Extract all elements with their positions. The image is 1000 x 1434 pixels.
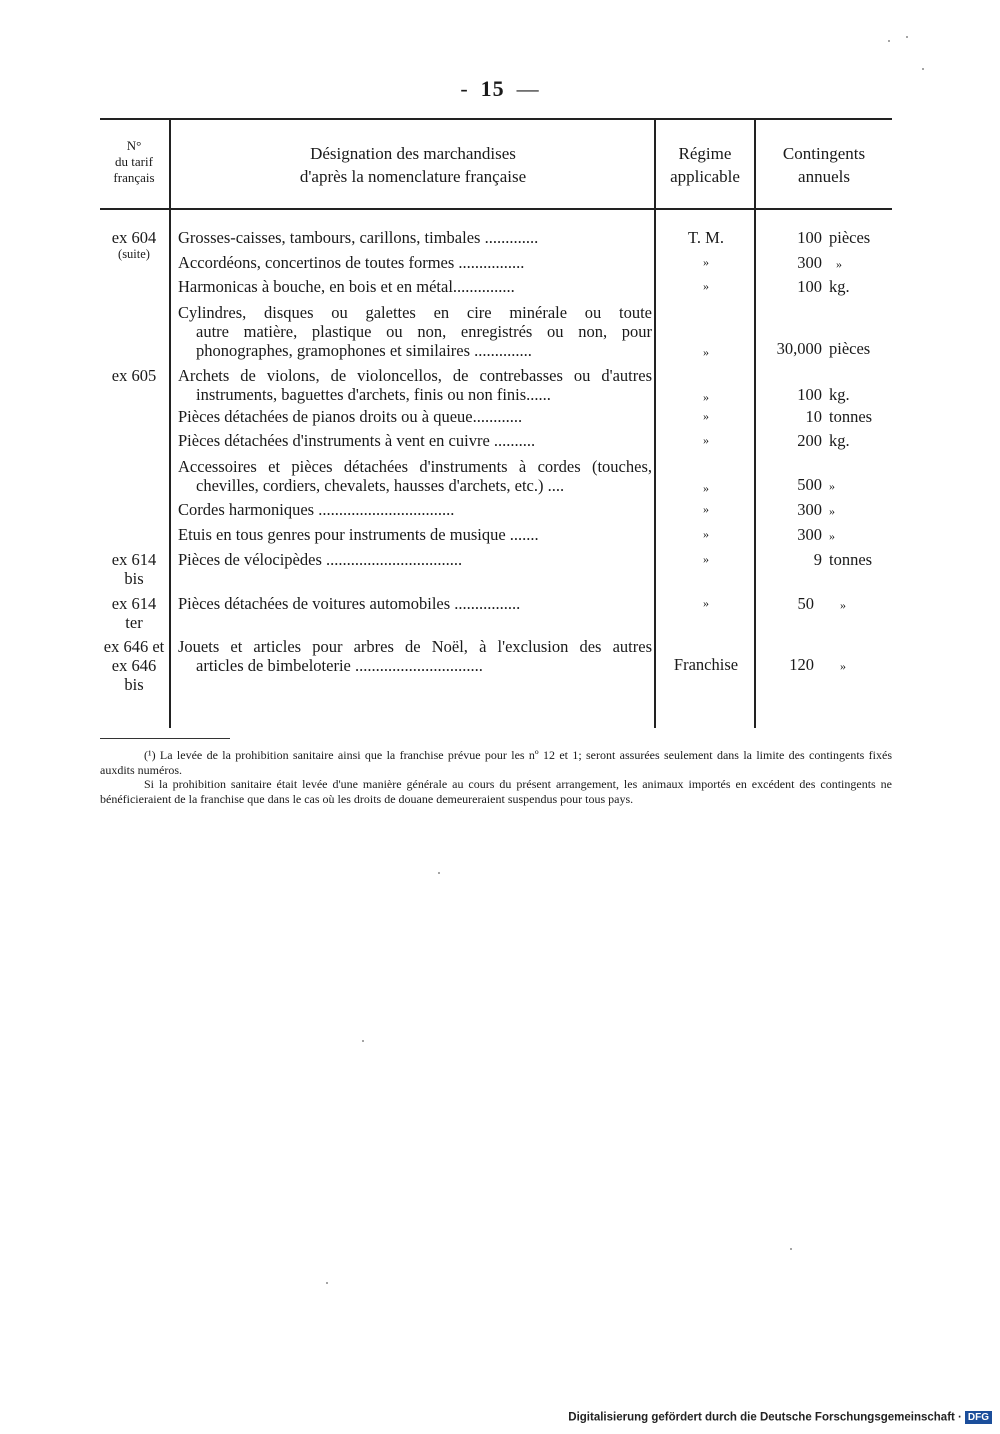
contingent-qty: 100 <box>797 385 822 404</box>
header-no <box>100 138 168 186</box>
contingent <box>758 500 892 521</box>
designation <box>178 431 652 450</box>
tariff-number <box>100 550 168 588</box>
contingent <box>758 550 892 569</box>
designation-line: Harmonicas à bouche, en bois et en métal............... <box>178 277 515 296</box>
scan-speck <box>922 68 924 70</box>
dfg-logo: DFG <box>965 1411 992 1424</box>
contingent <box>758 339 892 358</box>
tariff-number-line: ex 646 et <box>103 637 165 656</box>
contingent <box>758 525 892 546</box>
contingent-qty: 9 <box>813 550 822 569</box>
contingent <box>758 385 892 404</box>
contingent-unit: » <box>829 504 835 518</box>
tariff-number: ex 605 <box>111 366 157 385</box>
page-number <box>0 76 1000 102</box>
contingent-qty: 500 <box>797 475 822 494</box>
tariff-number-line: bis <box>124 569 144 588</box>
scan-speck <box>326 1282 328 1284</box>
header-designation-line: Désignation des marchandises <box>310 144 516 163</box>
tariff-number-line: ex 646 <box>111 656 157 675</box>
designation <box>178 277 652 296</box>
contingent-qty: 100 <box>797 277 822 296</box>
header-regime <box>656 142 754 188</box>
designation-line: Pièces détachées de pianos droits ou à queue............ <box>178 407 523 426</box>
tariff-number <box>100 594 168 632</box>
regime: » <box>703 409 709 423</box>
contingent-qty: 10 <box>805 407 822 426</box>
header-designation <box>172 142 654 188</box>
contingent-qty: 300 <box>797 525 822 544</box>
regime: » <box>703 527 709 541</box>
scan-speck <box>790 1248 792 1250</box>
regime: » <box>703 502 709 516</box>
designation-line: articles de bimbeloterie ............................... <box>196 656 483 675</box>
designation <box>178 228 652 247</box>
designation <box>178 253 652 272</box>
contingent <box>758 407 892 426</box>
regime: » <box>703 552 709 566</box>
designation-line: Archets de violons, de violoncellos, de contrebasses ou d'autres <box>178 366 652 385</box>
designation <box>178 500 652 519</box>
contingent-unit: » <box>829 479 835 493</box>
column-divider <box>169 118 171 728</box>
header-contingents-line: annuels <box>798 167 850 186</box>
scan-speck <box>438 872 440 874</box>
regime: » <box>703 279 709 293</box>
contingent <box>758 594 892 615</box>
tariff-number <box>100 228 168 262</box>
contingent-qty: 120 <box>789 655 814 674</box>
designation-line: Pièces détachées d'instruments à vent en cuivre .......... <box>178 431 536 450</box>
regime: » <box>703 481 709 495</box>
page-number-value: 15 <box>480 76 505 101</box>
header-designation-line: d'après la nomenclature française <box>299 167 527 186</box>
contingent-qty: 200 <box>797 431 822 450</box>
header-regime-line: applicable <box>670 167 740 186</box>
footnote: (¹) La levée de la prohibition sanitaire ainsi que la franchise prévue pour les nº 12 et 1; seront assurées seulement dans la limite des contingents fixés auxdits numéros. <box>100 748 892 777</box>
contingent-unit: » <box>829 529 835 543</box>
tariff-number-line: ter <box>125 613 143 632</box>
contingent-qty: 30,000 <box>776 339 822 358</box>
tariff-number-line: ex 614 <box>111 550 157 569</box>
credit-text: Digitalisierung gefördert durch die Deutsche Forschungsgemeinschaft · <box>568 1411 962 1424</box>
regime: » <box>703 390 709 404</box>
regime: Franchise <box>673 655 739 674</box>
header-no-line: français <box>113 170 155 185</box>
footnote: Si la prohibition sanitaire était levée d'une manière générale au cours du présent arrangement, les animaux importés en excédent des contingents ne bénéficieraient de la franchise que dans le cas où les droits de douane demeureraient suspendus pour tous pays. <box>100 777 892 806</box>
contingent <box>758 253 892 274</box>
header-no-line: N° <box>126 138 142 153</box>
tariff-number-line: ex 614 <box>111 594 157 613</box>
scan-speck <box>906 36 908 38</box>
regime: » <box>703 433 709 447</box>
header-no-line: du tarif <box>115 154 153 169</box>
regime: » <box>703 345 709 359</box>
contingent <box>758 655 892 676</box>
designation <box>178 407 652 426</box>
contingent-unit: kg. <box>829 277 850 296</box>
contingent-unit: pièces <box>829 339 871 358</box>
scan-speck <box>362 1040 364 1042</box>
page-dash-left: - <box>460 76 469 101</box>
designation-line: phonographes, gramophones et similaires .............. <box>196 341 532 360</box>
regime: » <box>703 596 709 610</box>
designation <box>178 525 652 544</box>
tariff-table <box>100 118 892 728</box>
tariff-number-line: bis <box>124 675 144 694</box>
tariff-number <box>100 637 168 694</box>
contingent <box>758 475 892 496</box>
contingent-unit: » <box>840 598 846 612</box>
header-contingents <box>756 142 892 188</box>
designation <box>178 366 652 404</box>
table-top-rule <box>100 118 892 120</box>
contingent-qty: 300 <box>797 500 822 519</box>
designation-line: Pièces détachées de voitures automobiles ................ <box>178 594 521 613</box>
contingent-unit: tonnes <box>829 407 873 426</box>
designation-line: autre matière, plastique ou non, enregistrés ou non, pour <box>196 322 652 341</box>
contingent <box>758 277 892 296</box>
contingent <box>758 431 892 450</box>
table-header-rule <box>100 208 892 210</box>
designation <box>178 303 652 360</box>
designation <box>178 457 652 495</box>
regime: T. M. <box>688 228 724 247</box>
header-contingents-line: Contingents <box>782 144 866 163</box>
designation-line: Etuis en tous genres pour instruments de musique ....... <box>178 525 539 544</box>
contingent-unit: kg. <box>829 431 850 450</box>
designation <box>178 550 652 569</box>
tariff-number-sub: (suite) <box>118 247 150 261</box>
scan-speck <box>888 40 890 42</box>
designation-line: Pièces de vélocipèdes ................................. <box>178 550 463 569</box>
designation-line: Accordéons, concertinos de toutes formes ................ <box>178 253 525 272</box>
designation-line: chevilles, cordiers, chevalets, hausses d'archets, etc.) .... <box>196 476 565 495</box>
tariff-number-text: ex 604 <box>111 228 157 247</box>
contingent-unit: tonnes <box>829 550 873 569</box>
designation-line: Cordes harmoniques ................................. <box>178 500 455 519</box>
contingent <box>758 228 892 247</box>
digitization-credit <box>568 1411 992 1424</box>
regime: » <box>703 255 709 269</box>
designation-line: instruments, baguettes d'archets, finis ou non finis...... <box>196 385 551 404</box>
contingent-unit: kg. <box>829 385 850 404</box>
contingent-unit: » <box>836 257 842 271</box>
header-regime-line: Régime <box>678 144 732 163</box>
page-dash-right: — <box>516 76 540 101</box>
contingent-unit: pièces <box>829 228 871 247</box>
footnote-rule <box>100 738 230 739</box>
footnotes <box>100 748 892 806</box>
designation-line: Cylindres, disques ou galettes en cire minérale ou toute <box>178 303 652 322</box>
designation-line: Accessoires et pièces détachées d'instruments à cordes (touches, <box>178 457 652 476</box>
designation-line: Jouets et articles pour arbres de Noël, à l'exclusion des autres <box>178 637 652 656</box>
designation <box>178 637 652 675</box>
contingent-qty: 300 <box>797 253 822 272</box>
designation-line: Grosses-caisses, tambours, carillons, timbales ............. <box>178 228 539 247</box>
contingent-qty: 50 <box>797 594 814 613</box>
contingent-unit: » <box>840 659 846 673</box>
contingent-qty: 100 <box>797 228 822 247</box>
designation <box>178 594 652 613</box>
